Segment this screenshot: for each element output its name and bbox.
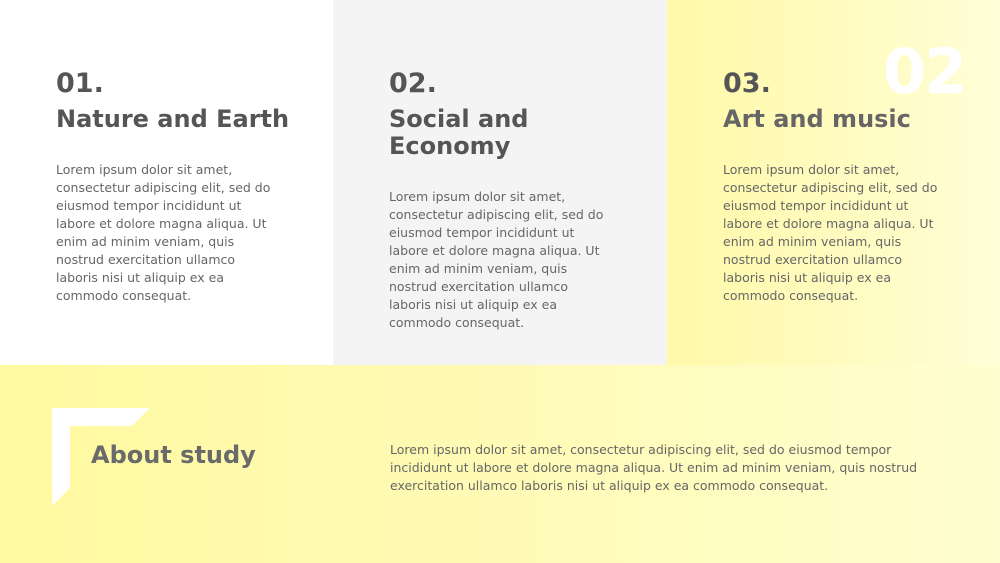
about-body: Lorem ipsum dolor sit amet, consectetur adipiscing elit, sed do eiusmod tempor incididunt ut labore et dolore magna aliqua. Ut enim ad minim veniam, quis nostrud exercitation ullamco laboris nisi ut aliquip ex ea commodo consequat.: [390, 442, 918, 493]
column-body: Lorem ipsum dolor sit amet, consectetur adipiscing elit, sed do eiusmod tempor incididunt ut labore et dolore magna aliqua. Ut enim ad minim veniam, quis nostrud exercitation ullamco laboris nisi ut aliquip ex ea commodo consequat.: [56, 162, 271, 303]
column-title: Art and music: [723, 105, 911, 133]
column-number: 02.: [389, 68, 437, 99]
column-social-economy: [333, 0, 667, 365]
column-body: Lorem ipsum dolor sit amet, consectetur adipiscing elit, sed do eiusmod tempor incididunt ut labore et dolore magna aliqua. Ut enim ad minim veniam, quis nostrud exercitation ullamco laboris nisi ut aliquip ex ea commodo consequat.: [389, 189, 604, 330]
column-body: Lorem ipsum dolor sit amet, consectetur adipiscing elit, sed do eiusmod tempor incididunt ut labore et dolore magna aliqua. Ut enim ad minim veniam, quis nostrud exercitation ullamco laboris nisi ut aliquip ex ea commodo consequat.: [723, 162, 938, 303]
column-number: 03.: [723, 68, 771, 99]
column-nature-earth: [0, 0, 333, 365]
slide-number: 02: [883, 35, 966, 108]
about-title: About study: [91, 441, 256, 469]
column-title: Nature and Earth: [56, 105, 290, 133]
column-title: Social and Economy: [389, 105, 529, 160]
column-number: 01.: [56, 68, 104, 99]
about-section: [0, 365, 1000, 563]
